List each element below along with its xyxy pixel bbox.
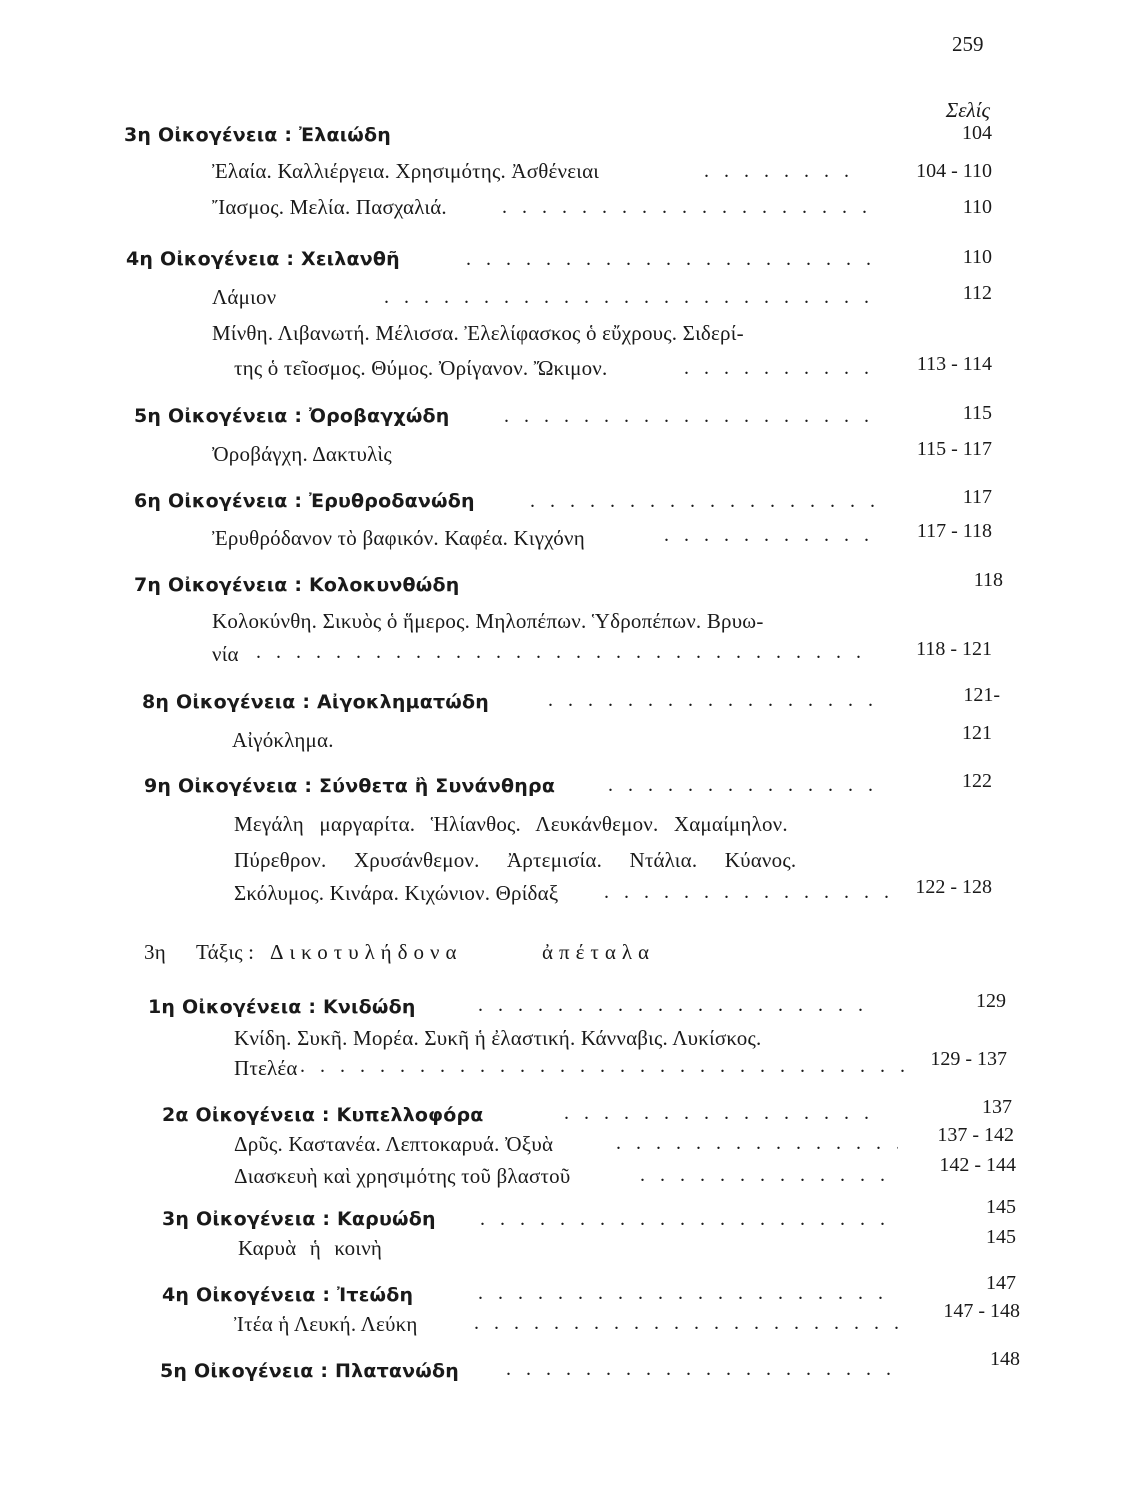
page-ref: 104 - 110 <box>916 160 992 182</box>
toc-item: νία <box>212 642 239 666</box>
toc-item: Κολοκύνθη. Σικυὸς ὁ ἥμερος. Μηλοπέπων. Ὑδροπέπων. Βρυω- <box>212 609 764 633</box>
family-heading: 5η Οἰκογένεια : Πλατανώδη <box>160 1360 459 1382</box>
class-subname: ἀπέταλα <box>542 940 656 964</box>
toc-item: Μίνθη. Λιβανωτή. Μέλισσα. Ἐλελίφασκος ὁ εὔχρους. Σιδερί- <box>212 321 744 345</box>
family-heading: 3η Οἰκογένεια : Ἐλαιώδη <box>124 124 392 146</box>
leader-dots <box>300 1055 904 1078</box>
leader-dots <box>664 524 878 547</box>
leader-dots <box>564 1102 876 1125</box>
page-ref: 117 - 118 <box>916 520 992 542</box>
toc-item: Αἰγόκλημα. <box>232 728 334 752</box>
toc-item: Ἰτέα ἡ Λευκή. Λεύκη <box>234 1312 418 1336</box>
leader-dots <box>608 774 876 797</box>
class-name: Δικοτυλήδονα <box>270 940 463 964</box>
family-heading: 2α Οἰκογένεια : Κυπελλοφόρα <box>162 1104 484 1126</box>
leader-dots <box>640 1164 900 1187</box>
page-number: 259 <box>952 32 984 56</box>
leader-dots <box>704 160 858 183</box>
leader-dots <box>466 248 876 271</box>
toc-item: Σκόλυμος. Κινάρα. Κιχώνιον. Θρίδαξ <box>234 881 559 905</box>
page-ref: 115 <box>962 402 992 424</box>
page-ref: 110 <box>962 246 992 268</box>
leader-dots <box>604 881 890 904</box>
leader-dots <box>256 641 872 664</box>
toc-item: Κνίδη. Συκῆ. Μορέα. Συκῆ ἡ ἐλαστική. Κάνναβις. Λυκίσκος. <box>234 1026 762 1050</box>
toc-item: της ὁ τεῖοσμος. Θύμος. Ὀρίγανον. Ὤκιμον. <box>234 356 608 380</box>
page-ref: 147 <box>986 1272 1016 1294</box>
class-number: 3η <box>144 940 166 964</box>
page-ref: 145 <box>986 1196 1016 1218</box>
leader-dots <box>384 286 874 309</box>
family-heading: 5η Οἰκογένεια : Ὀροβαγχώδη <box>134 405 450 427</box>
class-label: Τάξις : <box>196 940 255 964</box>
page-ref: 115 - 117 <box>916 438 992 460</box>
page-ref: 104 <box>962 122 992 144</box>
leader-dots <box>684 357 874 380</box>
page-ref: 110 <box>962 196 992 218</box>
page-ref: 145 <box>986 1226 1016 1248</box>
page-ref: 112 <box>962 282 992 304</box>
toc-item: Ἐλαία. Καλλιέργεια. Χρησιμότης. Ἀσθένειαι <box>212 159 600 183</box>
page-ref: 113 - 114 <box>916 353 992 375</box>
family-heading: 7η Οἰκογένεια : Κολοκυνθώδη <box>134 574 460 596</box>
page-ref: 122 <box>962 770 992 792</box>
leader-dots <box>478 1282 896 1305</box>
leader-dots <box>530 490 876 513</box>
column-header-page: Σελίς <box>945 98 990 122</box>
page-ref: 118 - 121 <box>916 638 992 660</box>
toc-item: Δρῦς. Καστανέα. Λεπτοκαρυά. Ὀξυὰ <box>234 1132 554 1156</box>
toc-item: Ἴασμος. Μελία. Πασχαλιά. <box>212 195 447 219</box>
page-ref: 147 - 148 <box>943 1300 1020 1322</box>
leader-dots <box>480 1208 892 1231</box>
family-heading: 8η Οἰκογένεια : Αἰγοκληματώδη <box>142 691 489 713</box>
toc-item: Πύρεθρον. Χρυσάνθεμον. Ἀρτεμισία. Ντάλια. Κύανος. <box>234 848 797 872</box>
leader-dots <box>506 1358 902 1381</box>
family-heading: 1η Οἰκογένεια : Κνιδώδη <box>148 996 416 1018</box>
page-ref: 121- <box>963 684 1000 706</box>
leader-dots <box>474 1312 898 1335</box>
leader-dots <box>502 196 874 219</box>
toc-item: Καρυὰ ἡ κοινὴ <box>238 1236 383 1260</box>
page-ref: 129 - 137 <box>930 1048 1007 1070</box>
leader-dots <box>478 994 876 1017</box>
family-heading: 6η Οἰκογένεια : Ἐρυθροδανώδη <box>134 490 475 512</box>
leader-dots <box>504 405 876 428</box>
leader-dots <box>548 689 876 712</box>
leader-dots <box>616 1132 898 1155</box>
toc-item: Λάμιον <box>212 285 277 309</box>
toc-item: Μεγάλη μαργαρίτα. Ἡλίανθος. Λευκάνθεμον. Χαμαίμηλον. <box>234 812 788 836</box>
toc-item: Πτελέα <box>234 1056 298 1080</box>
toc-item: Διασκευὴ καὶ χρησιμότης τοῦ βλαστοῦ <box>234 1164 571 1188</box>
family-heading: 9η Οἰκογένεια : Σύνθετα ἢ Συνάνθηρα <box>144 775 556 797</box>
toc-item: Ὀροβάγχη. Δακτυλὶς <box>212 442 392 466</box>
page-ref: 137 - 142 <box>937 1124 1014 1146</box>
page-ref: 122 - 128 <box>915 876 992 898</box>
family-heading: 3η Οἰκογένεια : Καρυώδη <box>162 1208 436 1230</box>
toc-item: Ἐρυθρόδανον τὸ βαφικόν. Καφέα. Κιγχόνη <box>212 526 585 550</box>
page-ref: 121 <box>962 722 992 744</box>
page-ref: 148 <box>990 1348 1020 1370</box>
page-ref: 118 <box>973 569 1003 591</box>
family-heading: 4η Οἰκογένεια : Χειλανθῆ <box>126 248 400 270</box>
page-ref: 117 <box>962 486 992 508</box>
page-ref: 137 <box>982 1096 1012 1118</box>
page-ref: 129 <box>976 990 1006 1012</box>
family-heading: 4η Οἰκογένεια : Ἰτεώδη <box>162 1284 414 1306</box>
page-ref: 142 - 144 <box>939 1154 1016 1176</box>
